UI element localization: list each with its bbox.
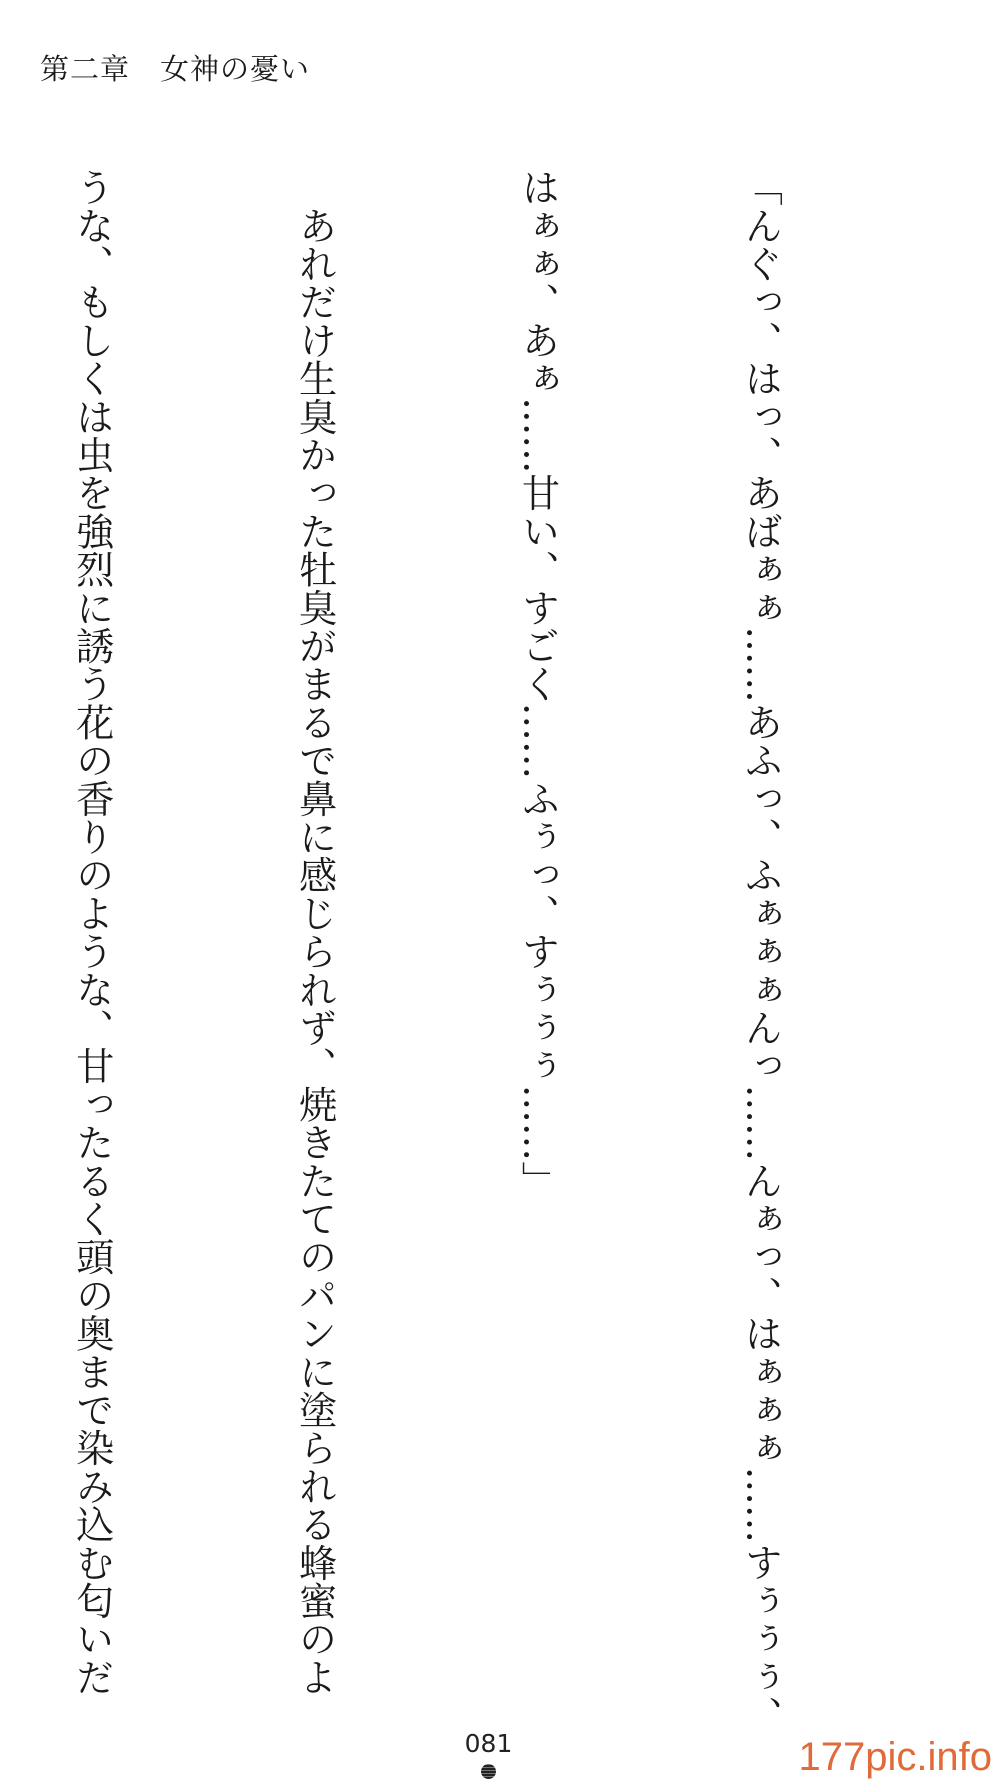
text-line: うな、もしくは虫を強烈に誘う花の香りのような、甘ったるく頭の奥まで染み込む匂いだ: [68, 168, 113, 1696]
text-line: はぁぁ、あぁ……甘い、すごく……ふぅっ、すぅぅぅ……」: [514, 168, 559, 1200]
page-number: 081: [464, 1729, 513, 1758]
watermark: 177pic.info: [798, 1735, 992, 1779]
text-line: あれだけ生臭かった牡臭がまるで鼻に感じられず、焼きたてのパンに塗られる蜂蜜のよ: [291, 168, 336, 1696]
chapter-header: 第二章 女神の憂い: [40, 52, 311, 86]
body-text: [0, 168, 945, 1735]
page-ornament-icon: [481, 1764, 496, 1779]
text-line: 「んぐっ、はっ、あばぁぁ……あふっ、ふぁぁぁんっ……んぁっ、はぁぁぁ……すぅぅぅ、: [737, 168, 782, 1735]
